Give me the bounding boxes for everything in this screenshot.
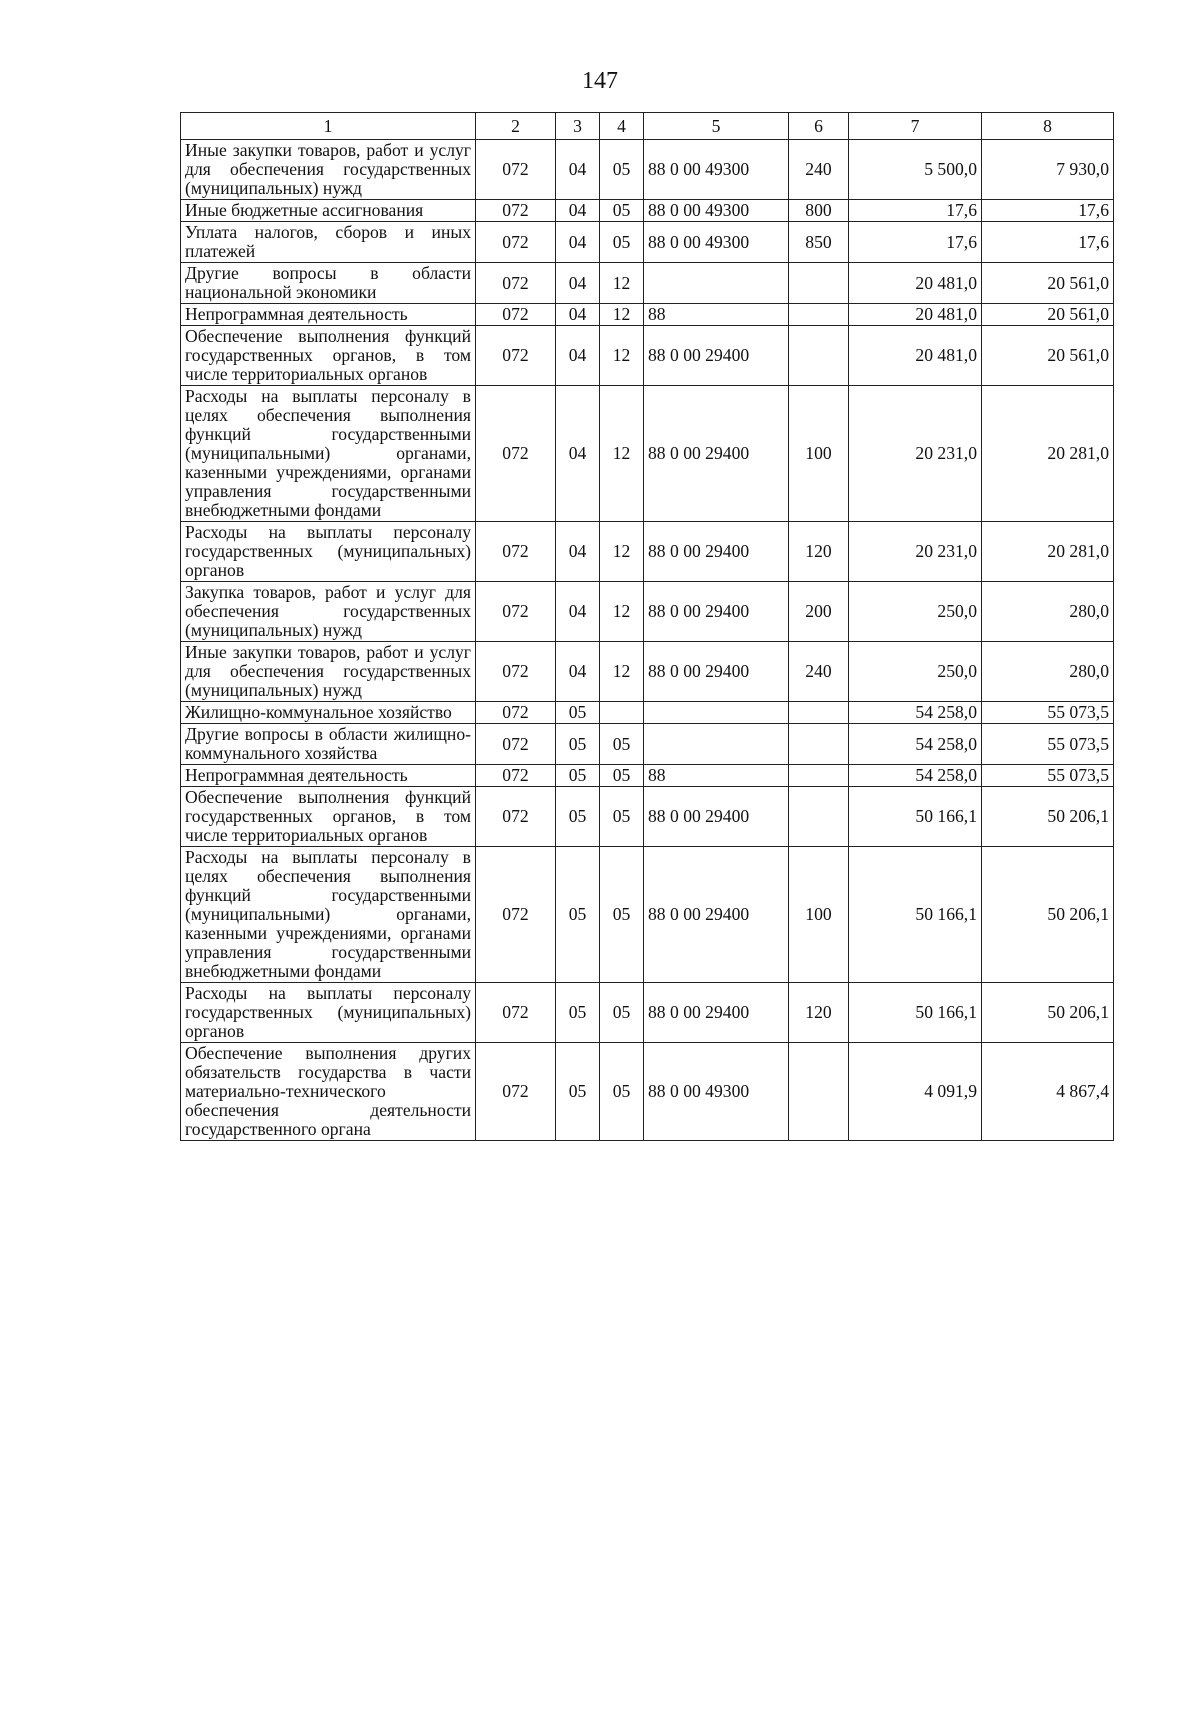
department-code: 072: [476, 326, 556, 386]
amount-year1: 50 166,1: [849, 847, 982, 983]
subsection-code: 12: [600, 522, 644, 582]
amount-year1: 54 258,0: [849, 724, 982, 765]
section-code: 04: [556, 304, 600, 326]
table-row: [181, 787, 1114, 847]
department-code: 072: [476, 787, 556, 847]
row-name: Расходы на выплаты персоналу в целях обеспечения выполнения функций государственными (муниципальными) органами, казенными учреждениями, органами управления государственными внебюджетными фондами: [181, 847, 476, 983]
subsection-code: 05: [600, 983, 644, 1043]
header-cell: 4: [600, 113, 644, 140]
table-row: [181, 222, 1114, 263]
section-code: 04: [556, 263, 600, 304]
header-cell: 6: [789, 113, 849, 140]
amount-year2: 20 561,0: [982, 326, 1114, 386]
amount-year1: 5 500,0: [849, 140, 982, 200]
section-code: 05: [556, 983, 600, 1043]
row-name: Другие вопросы в области национальной экономики: [181, 263, 476, 304]
department-code: 072: [476, 582, 556, 642]
target-article-code: 88 0 00 29400: [644, 642, 789, 702]
department-code: 072: [476, 847, 556, 983]
amount-year2: 17,6: [982, 200, 1114, 222]
amount-year2: 280,0: [982, 582, 1114, 642]
subsection-code: 05: [600, 140, 644, 200]
table-row: [181, 304, 1114, 326]
header-row: [181, 113, 1114, 140]
expense-type-code: [789, 724, 849, 765]
subsection-code: 05: [600, 200, 644, 222]
amount-year2: 20 281,0: [982, 386, 1114, 522]
section-code: 04: [556, 582, 600, 642]
table-row: [181, 702, 1114, 724]
target-article-code: 88 0 00 49300: [644, 140, 789, 200]
target-article-code: 88: [644, 765, 789, 787]
amount-year2: 280,0: [982, 642, 1114, 702]
department-code: 072: [476, 702, 556, 724]
amount-year1: 50 166,1: [849, 983, 982, 1043]
target-article-code: 88 0 00 29400: [644, 326, 789, 386]
expense-type-code: [789, 304, 849, 326]
department-code: 072: [476, 983, 556, 1043]
table-row: [181, 200, 1114, 222]
amount-year1: 17,6: [849, 222, 982, 263]
amount-year1: 20 231,0: [849, 386, 982, 522]
row-name: Иные закупки товаров, работ и услуг для обеспечения государственных (муниципальных) нужд: [181, 140, 476, 200]
expense-type-code: 120: [789, 522, 849, 582]
expense-type-code: [789, 765, 849, 787]
budget-table: [180, 112, 1114, 1141]
row-name: Расходы на выплаты персоналу государственных (муниципальных) органов: [181, 522, 476, 582]
table-row: [181, 582, 1114, 642]
amount-year1: 250,0: [849, 582, 982, 642]
row-name: Расходы на выплаты персоналу государственных (муниципальных) органов: [181, 983, 476, 1043]
target-article-code: [644, 263, 789, 304]
expense-type-code: [789, 326, 849, 386]
expense-type-code: 240: [789, 140, 849, 200]
section-code: 04: [556, 386, 600, 522]
row-name: Иные закупки товаров, работ и услуг для обеспечения государственных (муниципальных) нужд: [181, 642, 476, 702]
header-cell: 1: [181, 113, 476, 140]
table-row: [181, 724, 1114, 765]
table-row: [181, 326, 1114, 386]
target-article-code: 88 0 00 49300: [644, 222, 789, 263]
department-code: 072: [476, 522, 556, 582]
target-article-code: 88 0 00 29400: [644, 582, 789, 642]
target-article-code: 88 0 00 49300: [644, 200, 789, 222]
subsection-code: 12: [600, 582, 644, 642]
amount-year2: 55 073,5: [982, 765, 1114, 787]
expense-type-code: [789, 787, 849, 847]
section-code: 04: [556, 326, 600, 386]
table-row: [181, 1043, 1114, 1141]
amount-year1: 50 166,1: [849, 787, 982, 847]
table-row: [181, 140, 1114, 200]
amount-year2: 7 930,0: [982, 140, 1114, 200]
section-code: 04: [556, 522, 600, 582]
target-article-code: 88 0 00 29400: [644, 522, 789, 582]
section-code: 04: [556, 642, 600, 702]
expense-type-code: 240: [789, 642, 849, 702]
amount-year1: 54 258,0: [849, 702, 982, 724]
section-code: 05: [556, 787, 600, 847]
expense-type-code: 100: [789, 386, 849, 522]
row-name: Обеспечение выполнения функций государственных органов, в том числе территориальных органов: [181, 787, 476, 847]
section-code: 05: [556, 847, 600, 983]
amount-year1: 20 481,0: [849, 263, 982, 304]
target-article-code: 88 0 00 29400: [644, 386, 789, 522]
amount-year2: 50 206,1: [982, 983, 1114, 1043]
target-article-code: [644, 724, 789, 765]
table-row: [181, 983, 1114, 1043]
subsection-code: 12: [600, 386, 644, 522]
amount-year1: 250,0: [849, 642, 982, 702]
amount-year2: 50 206,1: [982, 787, 1114, 847]
expense-type-code: 100: [789, 847, 849, 983]
expense-type-code: 800: [789, 200, 849, 222]
target-article-code: 88 0 00 29400: [644, 787, 789, 847]
table-row: [181, 642, 1114, 702]
department-code: 072: [476, 765, 556, 787]
amount-year1: 20 481,0: [849, 326, 982, 386]
header-cell: 7: [849, 113, 982, 140]
subsection-code: 05: [600, 765, 644, 787]
target-article-code: 88 0 00 29400: [644, 983, 789, 1043]
subsection-code: 12: [600, 326, 644, 386]
department-code: 072: [476, 724, 556, 765]
row-name: Непрограммная деятельность: [181, 304, 476, 326]
amount-year2: 55 073,5: [982, 702, 1114, 724]
amount-year2: 4 867,4: [982, 1043, 1114, 1141]
row-name: Обеспечение выполнения других обязательств государства в части материально-технического обеспечения деятельности государственного органа: [181, 1043, 476, 1141]
department-code: 072: [476, 304, 556, 326]
row-name: Закупка товаров, работ и услуг для обеспечения государственных (муниципальных) нужд: [181, 582, 476, 642]
expense-type-code: 200: [789, 582, 849, 642]
page-number: 147: [582, 68, 618, 94]
expense-type-code: 120: [789, 983, 849, 1043]
section-code: 05: [556, 724, 600, 765]
row-name: Обеспечение выполнения функций государственных органов, в том числе территориальных органов: [181, 326, 476, 386]
amount-year1: 20 481,0: [849, 304, 982, 326]
section-code: 04: [556, 140, 600, 200]
section-code: 04: [556, 222, 600, 263]
subsection-code: 05: [600, 847, 644, 983]
amount-year2: 17,6: [982, 222, 1114, 263]
header-cell: 5: [644, 113, 789, 140]
department-code: 072: [476, 642, 556, 702]
department-code: 072: [476, 263, 556, 304]
table-body: [181, 140, 1114, 1141]
amount-year1: 4 091,9: [849, 1043, 982, 1141]
table-row: [181, 847, 1114, 983]
expense-type-code: [789, 702, 849, 724]
amount-year2: 20 281,0: [982, 522, 1114, 582]
row-name: Расходы на выплаты персоналу в целях обеспечения выполнения функций государственными (муниципальными) органами, казенными учреждениями, органами управления государственными внебюджетными фондами: [181, 386, 476, 522]
target-article-code: 88 0 00 49300: [644, 1043, 789, 1141]
row-name: Уплата налогов, сборов и иных платежей: [181, 222, 476, 263]
row-name: Иные бюджетные ассигнования: [181, 200, 476, 222]
expense-type-code: 850: [789, 222, 849, 263]
amount-year2: 20 561,0: [982, 304, 1114, 326]
section-code: 04: [556, 200, 600, 222]
department-code: 072: [476, 222, 556, 263]
target-article-code: 88 0 00 29400: [644, 847, 789, 983]
row-name: Жилищно-коммунальное хозяйство: [181, 702, 476, 724]
subsection-code: [600, 702, 644, 724]
amount-year1: 54 258,0: [849, 765, 982, 787]
subsection-code: 05: [600, 1043, 644, 1141]
table-row: [181, 263, 1114, 304]
row-name: Непрограммная деятельность: [181, 765, 476, 787]
target-article-code: 88: [644, 304, 789, 326]
row-name: Другие вопросы в области жилищно-коммунального хозяйства: [181, 724, 476, 765]
department-code: 072: [476, 140, 556, 200]
subsection-code: 05: [600, 787, 644, 847]
expense-type-code: [789, 1043, 849, 1141]
amount-year2: 50 206,1: [982, 847, 1114, 983]
amount-year2: 55 073,5: [982, 724, 1114, 765]
amount-year1: 17,6: [849, 200, 982, 222]
subsection-code: 12: [600, 642, 644, 702]
department-code: 072: [476, 200, 556, 222]
subsection-code: 05: [600, 222, 644, 263]
amount-year2: 20 561,0: [982, 263, 1114, 304]
target-article-code: [644, 702, 789, 724]
subsection-code: 12: [600, 263, 644, 304]
header-cell: 3: [556, 113, 600, 140]
section-code: 05: [556, 702, 600, 724]
subsection-code: 12: [600, 304, 644, 326]
header-cell: 8: [982, 113, 1114, 140]
expense-type-code: [789, 263, 849, 304]
department-code: 072: [476, 386, 556, 522]
table-row: [181, 386, 1114, 522]
table-row: [181, 765, 1114, 787]
section-code: 05: [556, 1043, 600, 1141]
table-row: [181, 522, 1114, 582]
section-code: 05: [556, 765, 600, 787]
header-cell: 2: [476, 113, 556, 140]
subsection-code: 05: [600, 724, 644, 765]
department-code: 072: [476, 1043, 556, 1141]
amount-year1: 20 231,0: [849, 522, 982, 582]
